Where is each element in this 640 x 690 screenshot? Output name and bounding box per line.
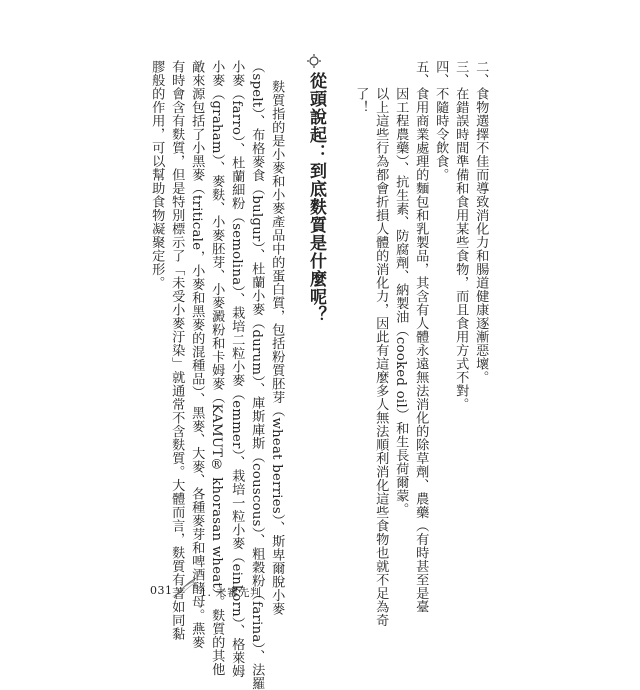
- paragraph-line: 麩質指的是小麥和小麥產品中的蛋白質，包括粉質胚芽（wheat berries）、斯卑爾脫小麥: [269, 80, 285, 616]
- page-footer: [150, 582, 310, 602]
- paragraph-line: 以上這些行為都會折損人體的消化力，因此有這麼多人無法順利消化這些食物也就不足為奇: [373, 60, 389, 627]
- list-item-2: 二、食物選擇不佳而導致消化力和腸道健康逐漸惡壞。: [473, 60, 489, 384]
- section-heading: 從頭說起：到底麩質是什麼呢？: [306, 72, 326, 324]
- paragraph-line: 小麥（farro）、杜蘭細粉（semolina）、栽培二粒小麥（emmer）、栽培一粒小麥（einkorn）、格萊姆: [229, 60, 245, 678]
- list-item-5-cont-1: 因工程農藥）、抗生素、防腐劑、納製油（cooked oil）和生長荷爾蒙。: [393, 60, 409, 516]
- sun-ornament-icon: [307, 54, 321, 68]
- list-item-3: 三、在錯誤時間準備和食用某些食物，而且食用方式不對。: [453, 60, 469, 411]
- running-head: 1. 未審先判: [200, 586, 262, 599]
- paragraph-line: 了！: [353, 60, 369, 114]
- paragraph-line: 小麥（graham）、麥麩、小麥胚芽、小麥澱粉和卡姆麥（KAMUT® khorasan wheat）。麩質的其他: [209, 60, 225, 676]
- feather-ornament-icon: [172, 576, 198, 600]
- paragraph-line: （spelt）、布格麥食（bulgur）、杜蘭小麥（durum）、庫斯庫斯（couscous）、粗穀粉（farina）、法羅: [249, 60, 265, 690]
- paragraph-line: 有時會含有麩質，但是特別標示了「未受小麥汙染」就通常不含麩質。大體而言，麩質有著如同黏: [169, 60, 185, 641]
- page-number: 031: [150, 584, 173, 597]
- list-item-4: 四、不隨時令飲食。: [433, 60, 449, 182]
- paragraph-line: 敵來源包括了小黑麥（triticale，小麥和黑麥的混種品）、黑麥、大麥、各種麥芽和啤酒酵母。燕麥: [189, 60, 205, 649]
- paragraph-line: 膠般的作用，可以幫助食物凝聚定形。: [149, 60, 165, 290]
- list-item-5: 五、食用商業處理的麵包和乳製品，其含有人體永遠無法消化的除草劑、農藥（有時甚至是臺: [413, 60, 429, 614]
